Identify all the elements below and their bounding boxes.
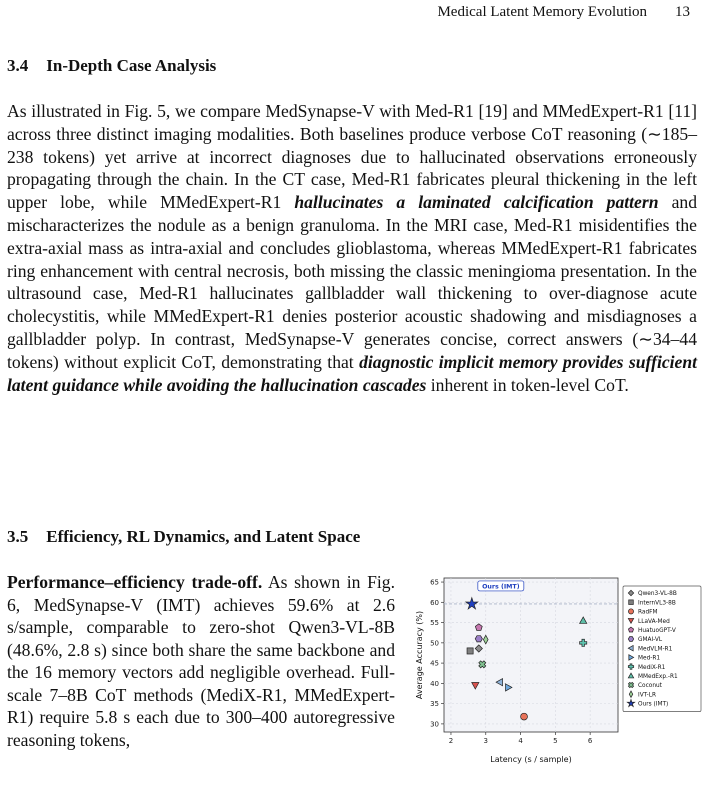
- legend-label-medvlm-r1: MedVLM-R1: [638, 646, 673, 653]
- x-tick-label: 3: [483, 737, 488, 745]
- paragraph-lead: Performance–efficiency trade-off.: [7, 572, 263, 592]
- section-number: 3.5: [7, 527, 29, 546]
- legend-label-ivt-lr: IVT-LR: [638, 692, 657, 699]
- section-heading-3-4: [7, 56, 216, 76]
- legend-marker-radfm: [628, 609, 633, 614]
- annotation-ours: [478, 581, 524, 591]
- x-tick-label: 6: [587, 737, 593, 745]
- y-tick-label: 50: [430, 639, 439, 648]
- section-number: 3.4: [7, 56, 29, 75]
- legend-label-internvl3-8b: InternVL3-8B: [638, 600, 676, 607]
- legend-label-llava-med: LLaVA-Med: [638, 618, 670, 625]
- legend-label-coconut: Coconut: [638, 683, 662, 690]
- paragraph-text: and mischaracterizes the nodule as a benign granuloma. In the MRI case, Med-R1 misidentifies the extra-axial mass as intra-axial and concludes glioblastoma, whereas MMedExpert-R1 fabricates ring enhancement with central necrosis, both missing the classic meningioma presentation. In the ultrasound case, Med-R1 hallucinates gallbladder wall thickening to over-diagnose acute cholecystitis, while MMedExpert-R1 denies posterior acoustic shadowing and misdiagnoses a gallbladder polyp. In contrast, MedSynapse-V generates concise, correct answers (∼34–44 tokens) without explicit CoT, demonstrating that: [7, 192, 697, 372]
- legend-marker-gmai-vl: [628, 637, 633, 642]
- y-axis-label: Average Accuracy (%): [415, 610, 424, 700]
- x-axis-label: Latency (s / sample): [490, 755, 572, 764]
- y-tick-label: 45: [430, 659, 439, 668]
- y-tick-label: 55: [430, 619, 439, 628]
- plot-area: [444, 578, 618, 732]
- scatter-plot: [412, 572, 704, 767]
- legend-label-gmai-vl: GMAI-VL: [638, 637, 663, 644]
- running-header: [437, 4, 690, 21]
- x-tick-label: 4: [518, 737, 523, 745]
- point-radfm: [521, 713, 528, 720]
- x-tick-label: 5: [553, 737, 558, 745]
- y-tick-label: 30: [430, 720, 439, 729]
- legend-label-med-r1: Med-R1: [638, 655, 661, 662]
- legend-label-huatuogpt-v: HuatuoGPT-V: [638, 628, 676, 634]
- annotation-label: Ours (IMT): [482, 583, 520, 591]
- legend-label-radfm: RadFM: [638, 609, 658, 616]
- point-gmai-vl: [475, 636, 482, 642]
- section-title: Efficiency, RL Dynamics, and Latent Space: [46, 527, 361, 546]
- section-heading-3-5: [7, 527, 360, 547]
- y-tick-label: 65: [430, 578, 439, 587]
- legend-marker-internvl3-8b: [629, 600, 634, 605]
- emphasis-text: diagnostic implicit memory provides sufficient latent guidance while avoiding the hallucination cascades: [7, 351, 698, 395]
- section-title: In-Depth Case Analysis: [46, 56, 217, 75]
- x-tick-label: 2: [448, 737, 454, 745]
- page-number: 13: [675, 4, 690, 20]
- case-analysis-paragraph: [7, 100, 697, 396]
- y-tick-label: 60: [430, 598, 439, 607]
- paragraph-text: As illustrated in Fig. 5, we compare MedSynapse-V with Med-R1 [19] and MMedExpert-R1 [11] across three distinct imaging modalities. Both baselines produce verbose CoT reasoning (∼185–238 tokens) yet arrive at incorrect diagnoses due to hallucinated observations erroneously propagating through the chain. In the CT case, Med-R1 fabricates pleural thickening in the left upper lobe, while MMedExpert-R1: [7, 101, 697, 213]
- point-internvl3-8b: [467, 648, 473, 654]
- legend-label-medix-r1: MediX-R1: [638, 664, 666, 671]
- paragraph-text: As shown in Fig. 6, MedSynapse-V (IMT) achieves 59.6% at 2.6 s/sample, comparable to zero-shot Qwen3-VL-8B (48.6%, 2.8 s) since both share the same backbone and the 16 memory vectors add negligible overhead. Full-scale 7–8B CoT methods (MediX-R1, MMedExpert-R1) require 5.8 s each due to 300–400 autoregressive reasoning tokens,: [7, 572, 395, 750]
- legend-label-mmedexp-r1: MMedExp.-R1: [638, 674, 678, 680]
- y-tick-label: 35: [430, 700, 439, 709]
- running-title: Medical Latent Memory Evolution: [437, 4, 647, 20]
- legend-label-ours-imt: Ours (IMT): [638, 701, 669, 708]
- y-tick-label: 40: [430, 679, 439, 688]
- legend-label-qwen3-vl-8b: Qwen3-VL-8B: [638, 591, 677, 598]
- performance-efficiency-chart: [412, 572, 704, 767]
- paragraph-text: inherent in token-level CoT.: [426, 374, 629, 395]
- efficiency-paragraph: [7, 571, 395, 751]
- emphasis-text: hallucinates a laminated calcification pattern: [294, 192, 659, 213]
